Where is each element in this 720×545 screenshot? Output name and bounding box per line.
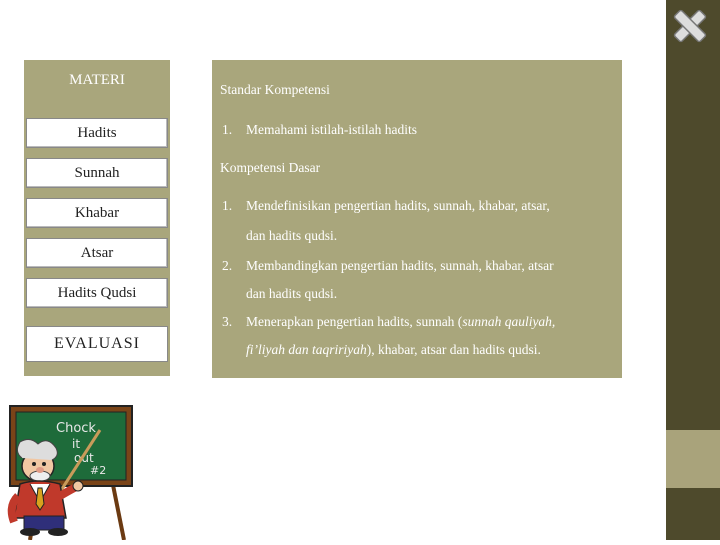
dasar-item-2-number: 2. <box>222 258 233 273</box>
dasar-item-1-line2: dan hadits qudsi. <box>246 228 338 243</box>
dasar-item-3-line2: fi’liyah dan taqririyah), khabar, atsar dan hadits qudsi. <box>246 342 541 357</box>
dasar-item-3-line1: Menerapkan pengertian hadits, sunnah (sunnah qauliyah, <box>246 314 556 329</box>
dasar-item-1-number: 1. <box>222 198 233 213</box>
dasar-title: Kompetensi Dasar <box>220 160 321 175</box>
teacher-chalkboard-illustration <box>0 400 140 540</box>
board-text-2: it <box>72 437 81 451</box>
dasar-item-1-line1: Mendefinisikan pengertian hadits, sunnah, khabar, atsar, <box>246 198 550 213</box>
content-panel <box>212 60 622 378</box>
board-text-4: #2 <box>90 464 107 477</box>
standar-title: Standar Kompetensi <box>220 82 330 97</box>
menu-item-hadits-qudsi[interactable]: Hadits Qudsi <box>26 278 168 308</box>
menu-item-atsar[interactable]: Atsar <box>26 238 168 268</box>
standar-item-number: 1. <box>222 122 233 137</box>
board-text-3: out <box>74 451 94 465</box>
dasar-item-2-line1: Membandingkan pengertian hadits, sunnah, khabar, atsar <box>246 258 554 273</box>
dasar-item-2-line2: dan hadits qudsi. <box>246 286 338 301</box>
sidebar-stripe <box>666 430 720 488</box>
evaluation-button[interactable]: EVALUASI <box>26 326 168 362</box>
dasar-item-3-number: 3. <box>222 314 233 329</box>
standar-item-text: Memahami istilah-istilah hadits <box>246 122 417 137</box>
menu-item-hadits[interactable]: Hadits <box>26 118 168 148</box>
close-icon <box>670 6 710 46</box>
board-text-1: Chock <box>56 421 96 436</box>
menu-item-sunnah[interactable]: Sunnah <box>26 158 168 188</box>
close-button[interactable] <box>670 6 710 46</box>
menu-header: MATERI <box>69 72 125 88</box>
menu-item-khabar[interactable]: Khabar <box>26 198 168 228</box>
